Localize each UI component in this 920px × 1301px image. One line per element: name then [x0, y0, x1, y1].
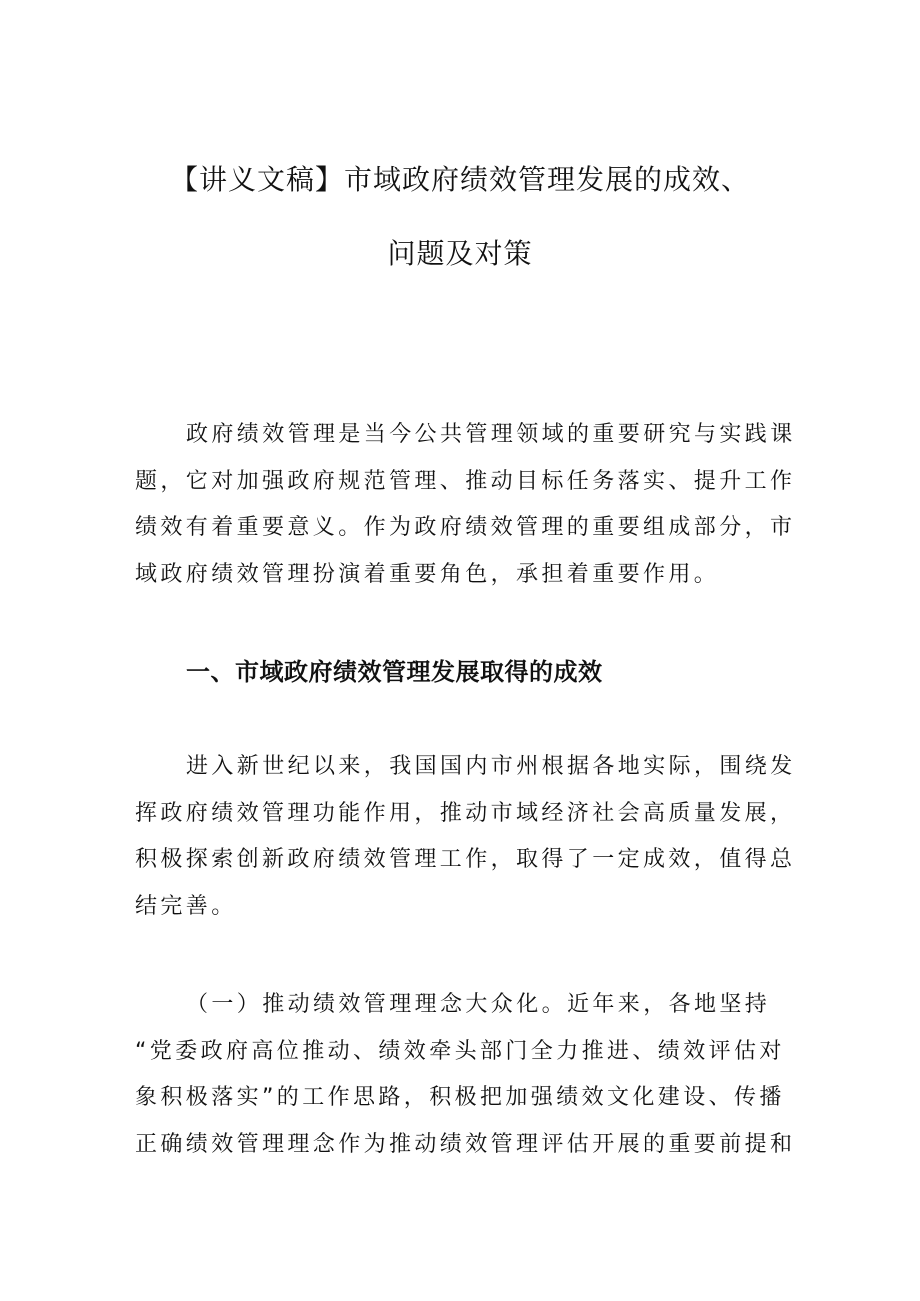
text-line: 结完善。 [135, 893, 237, 919]
text-line: 政府绩效管理是当今公共管理领域的重要研究与实践课 [186, 422, 796, 447]
subsection-paragraph [135, 982, 796, 1168]
text-line: 积极探索创新政府绩效管理工作，取得了一定成效，值得总 [135, 847, 796, 872]
text-line: 题，它对加强政府规范管理、推动目标任务落实、提升工作 [135, 468, 796, 494]
text-line: 进入新世纪以来，我国国内市州根据各地实际，围绕发 [186, 754, 796, 779]
text-line: 挥政府绩效管理功能作用，推动市域经济社会高质量发展， [135, 800, 796, 826]
intro-paragraph [135, 412, 796, 598]
section-paragraph [135, 744, 796, 930]
text-line: 绩效有着重要意义。作为政府绩效管理的重要组成部分，市 [135, 515, 796, 540]
text-line: 正确绩效管理理念作为推动绩效管理评估开展的重要前提和 [135, 1131, 796, 1157]
document-title-line-1: 【讲义文稿】市域政府绩效管理发展的成效、 [169, 163, 750, 196]
section-heading: 一、市域政府绩效管理发展取得的成效 [186, 658, 603, 686]
text-line: 域政府绩效管理扮演着重要角色，承担着重要作用。 [135, 561, 720, 587]
text-line: “党委政府高位推动、绩效牵头部门全力推进、绩效评估对 [135, 1038, 785, 1064]
text-line: 象积极落实”的工作思路，积极把加强绩效文化建设、传播 [135, 1085, 785, 1110]
text-line: （一）推动绩效管理理念大众化。近年来，各地坚持 [186, 992, 771, 1017]
document-title-line-2: 问题及对策 [387, 237, 533, 270]
